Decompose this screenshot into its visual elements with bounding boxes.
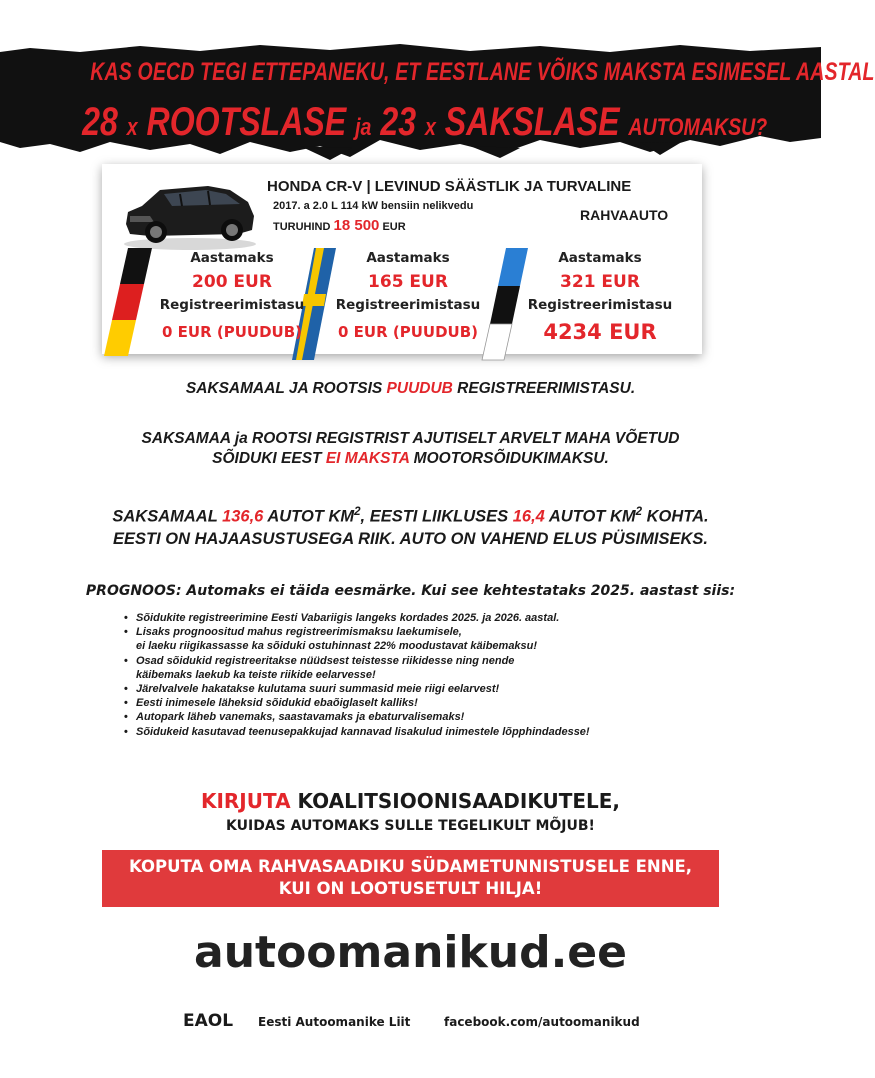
statement-segment: , EESTI LIIKLUSES <box>360 507 513 526</box>
prognosis-item: • Osad sõidukid registreeritakse nüüdsest teistesse riikidesse ning nende käibemaks laekub ka teiste riikide eelarvesse! <box>124 654 590 682</box>
statement-segment: 16,4 <box>512 507 545 526</box>
cta-banner <box>102 850 719 907</box>
registration-fee-value: 4234 EUR <box>543 320 657 344</box>
column-germany <box>142 248 322 346</box>
annual-tax-label: Aastamaks <box>558 250 642 266</box>
statement-car-density <box>0 501 821 550</box>
statement-segment: SAKSAMAA ja ROOTSI REGISTRIST AJUTISELT ARVELT MAHA VÕETUD <box>141 430 680 447</box>
cta-banner-line-2: KUI ON LOOTUSETULT HILJA! <box>278 879 543 898</box>
footer <box>0 1011 821 1031</box>
cta-banner-line-1: KOPUTA OMA RAHVASAADIKU SÜDAMETUNNISTUSELE ENNE, <box>128 857 693 876</box>
headline-segment: OECD <box>137 58 195 86</box>
cta-write-rest: KOALITSIOONISAADIKUTELE, <box>290 789 621 813</box>
statement-segment: REGISTREERIMISTASU. <box>452 380 636 397</box>
statement-no-registration-fee <box>0 380 821 398</box>
statement-segment: SÕIDUKI EEST <box>212 450 326 467</box>
annual-tax-value: 321 EUR <box>560 272 640 292</box>
registration-fee-label: Registreerimistasu <box>527 297 673 313</box>
registration-fee-label: Registreerimistasu <box>335 297 481 313</box>
statement-deregistered-vehicles <box>0 429 821 469</box>
headline-segment: x <box>126 114 138 141</box>
website-url[interactable]: autoomanikud.ee <box>194 927 627 978</box>
statement-segment: PUUDUB <box>386 380 453 397</box>
prognosis-item: • Sõidukite registreerimine Eesti Vabariigis langeks kordades 2025. ja 2026. aastal. <box>124 611 590 625</box>
annual-tax-value: 200 EUR <box>192 272 272 292</box>
headline-segment: ROOTSLASE <box>137 99 356 144</box>
car-tagline: RAHVAAUTO <box>580 207 669 223</box>
statement-segment: SAKSAMAAL <box>112 507 223 526</box>
statement-segment: 2 <box>354 506 361 518</box>
column-estonia <box>510 248 690 346</box>
statement-segment: KOHTA. <box>642 507 709 526</box>
statement-line <box>0 501 821 528</box>
headline-segment: ja <box>355 114 372 141</box>
car-title: HONDA CR-V | LEVINUD SÄÄSTLIK JA TURVALINE <box>267 178 632 195</box>
facebook-link[interactable]: facebook.com/autoomanikud <box>444 1015 640 1029</box>
statement-line <box>0 429 821 449</box>
registration-fee-value: 0 EUR (PUUDUB) <box>338 323 478 341</box>
market-label: TURUHIND <box>273 221 331 233</box>
statement-segment: AUTOT KM <box>544 507 636 526</box>
prognosis-item: • Autopark läheb vanemaks, saastavamaks ja ebaturvalisemaks! <box>124 710 590 724</box>
headline-segment: AUTOMAKSU? <box>628 114 768 141</box>
registration-fee-label: Registreerimistasu <box>159 297 305 313</box>
prognosis-list <box>124 611 590 739</box>
prognosis-item: • Eesti inimesele läheksid sõidukid ebaõiglaselt kalliks! <box>124 696 590 710</box>
column-sweden <box>318 248 498 346</box>
headline-line-2 <box>82 99 768 145</box>
eaol-logo: EAOL <box>183 1011 234 1031</box>
headline-segment: x <box>424 114 436 141</box>
statement-line <box>0 449 821 469</box>
statement-segment: EI MAKSTA <box>325 450 410 467</box>
prognosis-item: • Sõidukeid kasutavad teenusepakkujad kannavad lisakulud inimestele lõpphindadesse! <box>124 725 590 739</box>
headline-segment: 28 <box>82 99 127 144</box>
annual-tax-value: 165 EUR <box>368 272 448 292</box>
prognosis-title: PROGNOOS: Automaks ei täida eesmärke. Kui see kehtestataks 2025. aastast siis: <box>85 583 736 599</box>
prognosis-item: • Lisaks prognoositud mahus registreerimismaksu laekumisele, ei laeku riigikassasse ka sõiduki ostuhinnast 22% moodustavat käibemaksu! <box>124 625 590 653</box>
market-value: 18 500 <box>333 217 380 234</box>
car-specs: 2017. a 2.0 L 114 kW bensiin nelikvedu <box>273 200 474 212</box>
annual-tax-label: Aastamaks <box>366 250 450 266</box>
organization-name: Eesti Autoomanike Liit <box>258 1015 411 1029</box>
headline-segment: TEGI ETTEPANEKU, ET <box>194 58 427 86</box>
statement-segment: MOOTORSÕIDUKIMAKSU. <box>409 450 609 467</box>
headline-segment: VÕIKS MAKSTA ESIMESEL AASTAL <box>531 58 875 86</box>
statement-segment: 2 <box>635 506 643 518</box>
headline-line-1 <box>90 58 875 87</box>
headline-segment: EESTLANE <box>426 58 532 86</box>
statement-segment: SAKSAMAAL JA ROOTSIS <box>185 380 387 397</box>
cta-write-heading <box>0 789 821 813</box>
registration-fee-value: 0 EUR (PUUDUB) <box>162 323 302 341</box>
annual-tax-label: Aastamaks <box>190 250 274 266</box>
statement-segment: AUTOT KM <box>263 507 355 526</box>
headline-segment: KAS <box>90 58 138 86</box>
cta-subline: KUIDAS AUTOMAKS SULLE TEGELIKULT MÕJUB! <box>226 818 595 834</box>
market-currency: EUR <box>382 221 406 233</box>
car-image <box>120 172 260 252</box>
headline-segment: SAKSLASE <box>435 99 629 144</box>
statement-segment: EESTI ON HAJAASUSTUSEGA RIIK. AUTO ON VAHEND ELUS PÜSIMISEKS. <box>113 529 708 548</box>
statement-line <box>0 528 821 550</box>
market-price <box>273 217 406 234</box>
headline-segment: 23 <box>371 99 425 144</box>
cta-write-red: KIRJUTA <box>200 789 291 813</box>
prognosis-item: • Järelvalvele hakatakse kulutama suuri summasid meie riigi eelarvest! <box>124 682 590 696</box>
statement-segment: 136,6 <box>222 507 264 526</box>
